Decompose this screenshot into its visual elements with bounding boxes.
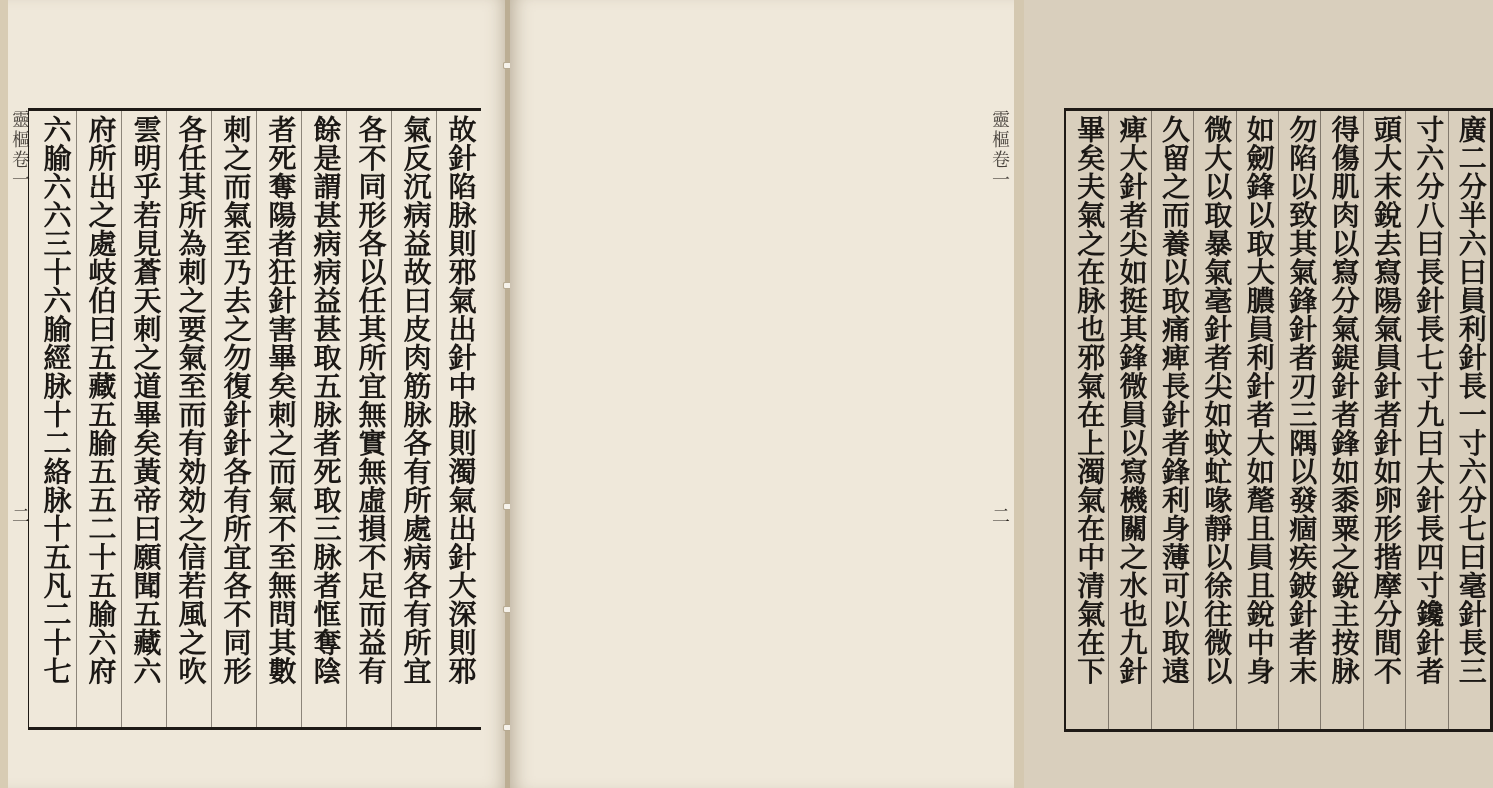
right-page-edge xyxy=(1014,0,1024,788)
column-rule xyxy=(436,111,437,727)
column-rule xyxy=(1278,111,1279,729)
text-column: 六腧六六三十六腧經脉十二絡脉十五凡二十七 xyxy=(39,115,73,685)
text-column: 寸六分八曰長針長七寸九曰大針長四寸鑱針者 xyxy=(1412,115,1446,685)
text-column: 刺之而氣至乃去之勿復針針各有所宜各不同形 xyxy=(219,115,253,685)
column-rule xyxy=(1193,111,1194,729)
left-banxin-title: 靈樞卷一 xyxy=(9,110,30,190)
column-rule xyxy=(166,111,167,727)
right-text-frame xyxy=(1064,108,1493,732)
left-banxin xyxy=(2,106,28,726)
text-column: 久留之而養以取痛痺長針者鋒利身薄可以取遠 xyxy=(1158,115,1191,685)
column-rule xyxy=(391,111,392,727)
column-rule xyxy=(301,111,302,727)
right-banxin-page-number: 二 xyxy=(989,506,1010,524)
text-column: 如劒鋒以取大膿員利針者大如氂且員且銳中身 xyxy=(1242,115,1276,685)
column-rule xyxy=(256,111,257,727)
text-column: 雲明乎若見蒼天刺之道畢矣黃帝曰願聞五藏六 xyxy=(129,115,163,685)
text-column: 府所出之處岐伯曰五藏五腧五五二十五腧六府 xyxy=(84,115,118,685)
left-page xyxy=(0,0,508,788)
text-column: 得傷肌肉以寫分氣鍉針者鋒如黍粟之銳主按脉 xyxy=(1327,115,1361,685)
column-rule xyxy=(1108,111,1109,729)
column-rule xyxy=(1151,111,1152,729)
text-column: 勿陷以致其氣鋒針者刃三隅以發痼疾鈹針者末 xyxy=(1285,115,1319,685)
column-rule xyxy=(346,111,347,727)
column-rule xyxy=(1448,111,1449,729)
column-rule xyxy=(1236,111,1237,729)
text-column: 廣二分半六曰員利針長一寸六分七曰毫針長三 xyxy=(1454,115,1488,685)
text-column: 者死奪陽者狂針害畢矣刺之而氣不至無問其數 xyxy=(264,115,298,685)
column-rule xyxy=(121,111,122,727)
text-column: 各任其所為刺之要氣至而有効効之信若風之吹 xyxy=(174,115,208,685)
text-column: 餘是謂甚病病益甚取五脉者死取三脉者恇奪陰 xyxy=(309,115,343,685)
text-column: 故針陷脉則邪氣出針中脉則濁氣出針大深則邪 xyxy=(444,115,478,685)
column-rule xyxy=(1363,111,1364,729)
left-text-frame xyxy=(28,108,481,730)
text-column: 氣反沉病益故曰皮肉筋脉各有所處病各有所宜 xyxy=(399,115,433,685)
column-rule xyxy=(1320,111,1321,729)
text-column: 痺大針者尖如挺其鋒微員以寫機關之水也九針 xyxy=(1115,115,1149,685)
text-column: 各不同形各以任其所宜無實無虛損不足而益有 xyxy=(354,115,388,685)
right-page xyxy=(510,0,1488,788)
right-banxin xyxy=(982,106,1008,726)
left-banxin-page-number: 二 xyxy=(9,506,30,524)
text-column: 畢矣夫氣之在脉也邪氣在上濁氣在中清氣在下 xyxy=(1073,115,1107,685)
column-rule xyxy=(1405,111,1406,729)
column-rule xyxy=(211,111,212,727)
text-column: 頭大末銳去寫陽氣員針者針如卵形揩摩分間不 xyxy=(1370,115,1403,685)
text-column: 微大以取暴氣毫針者尖如蚊虻喙靜以徐往微以 xyxy=(1200,115,1234,685)
column-rule xyxy=(76,111,77,727)
right-banxin-title: 靈樞卷一 xyxy=(989,110,1010,190)
